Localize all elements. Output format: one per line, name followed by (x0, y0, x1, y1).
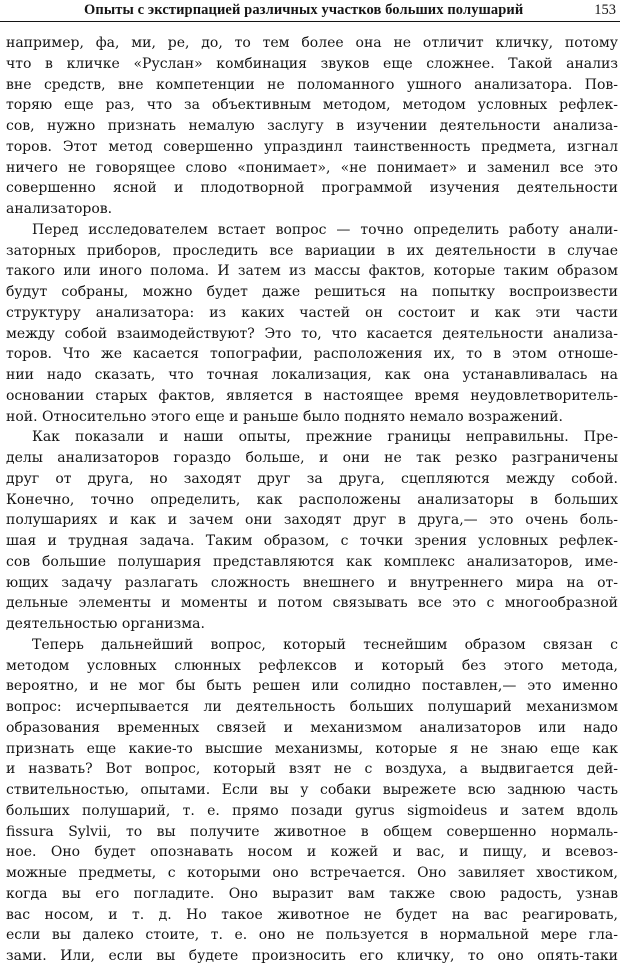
text-line: деятельностью организма. (6, 616, 205, 632)
text-line: Перед исследователем встает вопрос — точно определить работу анали- (32, 221, 618, 238)
text-line: больших полушарий, т. е. прямо позади gyrus sigmoideus и затем вдоль (6, 802, 618, 819)
text-line: структуру анализатора: из каких частей он состоит и как эти части (6, 304, 618, 321)
body-text (6, 33, 618, 967)
text-line: сов большие полушария представляются как комплекс анализаторов, име- (6, 553, 618, 570)
text-line: Как показали и наши опыты, прежние границы неправильны. Пре- (32, 429, 618, 446)
text-line: дельные элементы и моменты и потом связывать все это с многообразной (6, 595, 618, 612)
text-line: основании старых фактов, является в настоящее время неудовлетворитель- (6, 387, 618, 404)
text-line: сов, нужно признать немалую заслугу в изучении деятельности анализа- (6, 118, 618, 134)
text-line: например, фа, ми, ре, до, то тем более она не отличит кличку, потому (6, 35, 618, 51)
text-line: вас носом, и т. д. Но такое животное не будет на вас реагировать, (6, 906, 618, 923)
text-line: Теперь дальнейший вопрос, который теснейшим образом связан с (32, 636, 618, 653)
text-line: вопрос: исчерпывается ли деятельность больших полушарий механизмом (6, 699, 618, 715)
text-line: такого или иного полома. И затем из массы фактов, которые таким образом (6, 263, 618, 280)
text-line: ствительностью, опытами. Если вы у собаки вырежете всю заднюю часть (6, 782, 618, 798)
text-line: совершенно ясной и плодотворной программой изучения деятельности (6, 180, 618, 197)
text-line: и назвать? Вот вопрос, который взят не с воздуха, а выдвигается дей- (6, 761, 618, 778)
text-line: торов. Что же касается топографии, расположения их, то в этом отноше- (6, 346, 618, 363)
text-line: fissura Sylvii, то вы получите животное в общем совершенно нормаль- (6, 823, 618, 840)
text-line: можные предметы, с которыми оно встречается. Оно завиляет хвостиком, (6, 865, 618, 881)
text-line: анализаторов. (6, 201, 113, 217)
paragraph (6, 635, 618, 967)
page-number: 153 (594, 2, 616, 18)
text-line: зами. Или, если вы будете произносить его кличку, то оно опять-таки (6, 948, 618, 964)
text-line: между собой взаимодействуют? Это то, что касается деятельности анализа- (6, 325, 618, 342)
text-line: ной. Относительно этого еще и раньше было поднято немало возражений. (6, 408, 563, 425)
text-line: Конечно, точно определить, как расположены анализаторы в больших (6, 491, 618, 508)
text-line: признать еще какие-то высшие механизмы, которые я не знаю еще как (6, 740, 618, 757)
text-line: ное. Оно будет опознавать носом и кожей и вас, и пищу, и всевоз- (6, 844, 618, 861)
text-line: полушариях и как и зачем они заходят друг в друга,— это очень боль- (6, 512, 618, 529)
text-line: торяю еще раз, что за объективным методом, методом условных рефлек- (6, 97, 618, 114)
text-line: когда вы его погладите. Оно выразит вам также свою радость, узнав (6, 885, 618, 902)
text-line: будут собраны, можно будет даже решиться на попытку воспроизвести (6, 284, 618, 300)
text-line: друг от друга, но заходят друг за друга, сцепляются между собой. (6, 470, 618, 487)
text-line: если вы далеко стоите, т. е. оно не пользуется в нормальной мере гла- (6, 927, 618, 944)
paragraph (6, 427, 618, 635)
running-header (0, 0, 620, 22)
text-line: вероятно, и не мог бы быть решен или солидно поставлен,— это именно (6, 678, 618, 695)
paragraph (6, 220, 618, 428)
text-line: вне средств, вне компетенции не поломанного ушного анализатора. Пов- (6, 76, 618, 93)
text-line: делы анализаторов гораздо больше, и они не так резко разграничены (6, 450, 618, 466)
text-line: методом условных слюнных рефлексов и который без этого метода, (6, 657, 618, 674)
text-line: ничего не говорящее слово «понимает», «не понимает» и заменил все это (6, 159, 618, 176)
paragraph (6, 33, 618, 220)
text-line: что в кличке «Руслан» комбинация звуков еще сложнее. Такой анализ (6, 55, 618, 72)
running-title: Опыты с экстирпацией различных участков больших полушарий (84, 2, 524, 18)
text-line: торов. Этот метод совершенно упраздинл таинственность предмета, изгнал (6, 138, 618, 155)
text-line: нии надо сказать, что точная локализация, как она устанавливалась на (6, 367, 618, 383)
text-line: ющих задачу разлагать сложность внешнего и внутреннего мира на от- (6, 574, 618, 591)
text-line: шая и трудная задача. Таким образом, с точки зрения условных рефлек- (6, 533, 618, 549)
text-line: заторных приборов, проследить все вариации в их деятельности в случае (6, 242, 618, 259)
text-line: образования временных связей и механизмом анализаторов или надо (6, 719, 618, 736)
